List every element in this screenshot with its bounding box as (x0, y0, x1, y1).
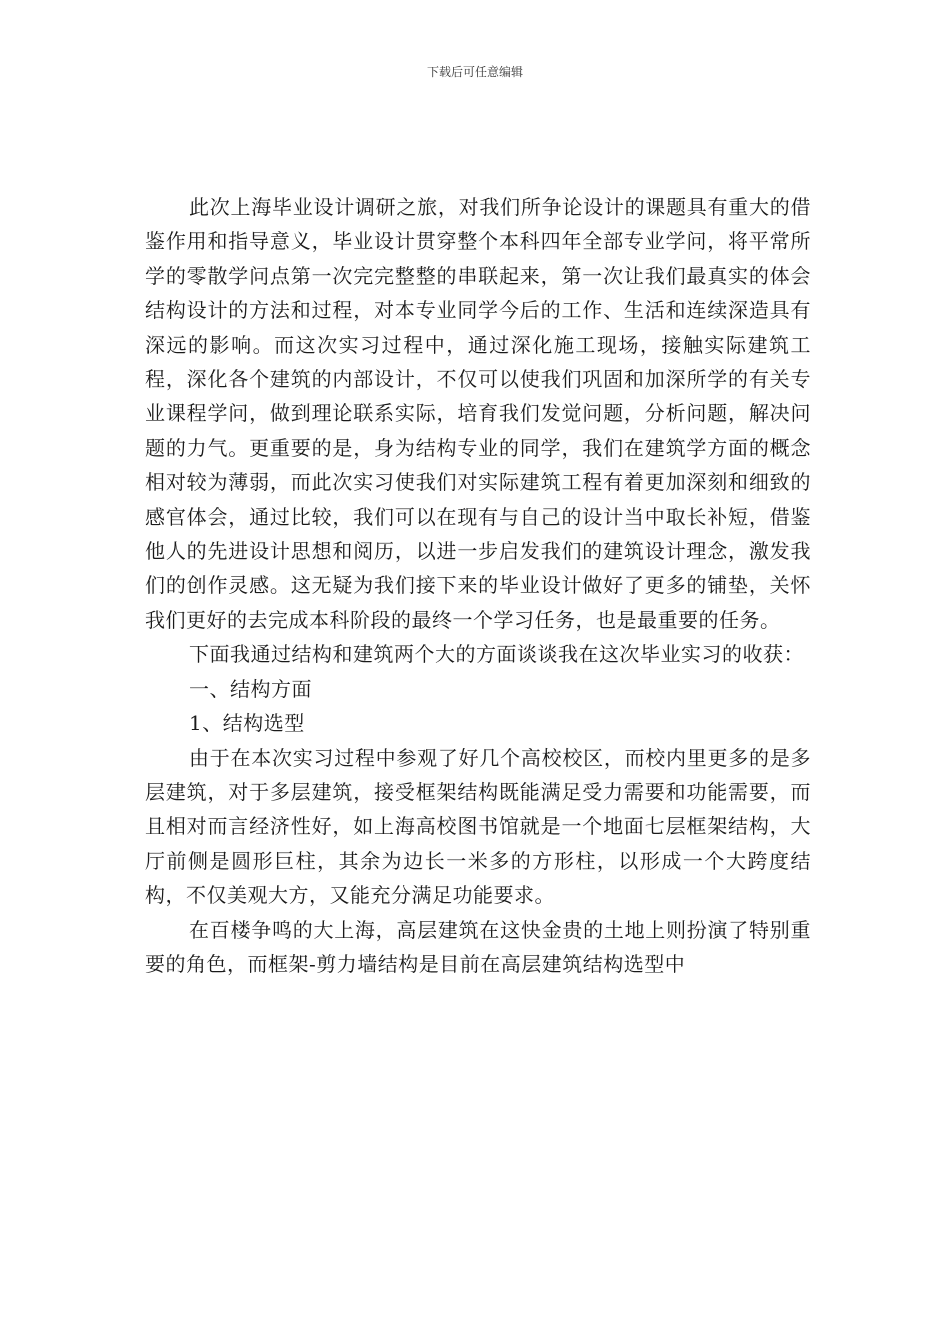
document-body (145, 190, 811, 981)
paragraph-overview: 下面我通过结构和建筑两个大的方面谈谈我在这次毕业实习的收获： (189, 642, 804, 667)
subsection-heading-structure-selection: 1、结构选型 (189, 711, 305, 736)
paragraph-highrise: 在百楼争鸣的大上海，高层建筑在这快金贵的土地上则扮演了特别重要的角色，而框架-剪力墙结构是目前在高层建筑结构选型中 (145, 917, 811, 976)
paragraph-intro: 此次上海毕业设计调研之旅，对我们所争论设计的课题具有重大的借鉴作用和指导意义，毕业设计贯穿整个本科四年全部专业学问，将平常所学的零散学问点第一次完完整整的串联起来，第一次让我们最真实的体会结构设计的方法和过程，对本专业同学今后的工作、生活和连续深造具有深远的影响。而这次实习过程中，通过深化施工现场，接触实际建筑工程，深化各个建筑的内部设计，不仅可以使我们巩固和加深所学的有关专业课程学问，做到理论联系实际，培育我们发觉问题，分析问题，解决问题的力气。更重要的是，身为结构专业的同学，我们在建筑学方面的概念相对较为薄弱，而此次实习使我们对实际建筑工程有着更加深刻和细致的感官体会，通过比较，我们可以在现有与自己的设计当中取长补短，借鉴他人的先进设计思想和阅历，以进一步启发我们的建筑设计理念，激发我们的创作灵感。这无疑为我们接下来的毕业设计做好了更多的铺垫，关怀我们更好的去完成本科阶段的最终一个学习任务，也是最重要的任务。 (145, 195, 811, 632)
section-heading-structure: 一、结构方面 (189, 676, 312, 701)
paragraph-multistory: 由于在本次实习过程中参观了好几个高校校区，而校内里更多的是多层建筑，对于多层建筑，接受框架结构既能满足受力需要和功能需要，而且相对而言经济性好，如上海高校图书馆就是一个地面七层框架结构，大厅前侧是圆形巨柱，其余为边长一米多的方形柱，以形成一个大跨度结构，不仅美观大方，又能充分满足功能要求。 (145, 745, 811, 908)
page-header: 下载后可任意编辑 (426, 65, 523, 79)
